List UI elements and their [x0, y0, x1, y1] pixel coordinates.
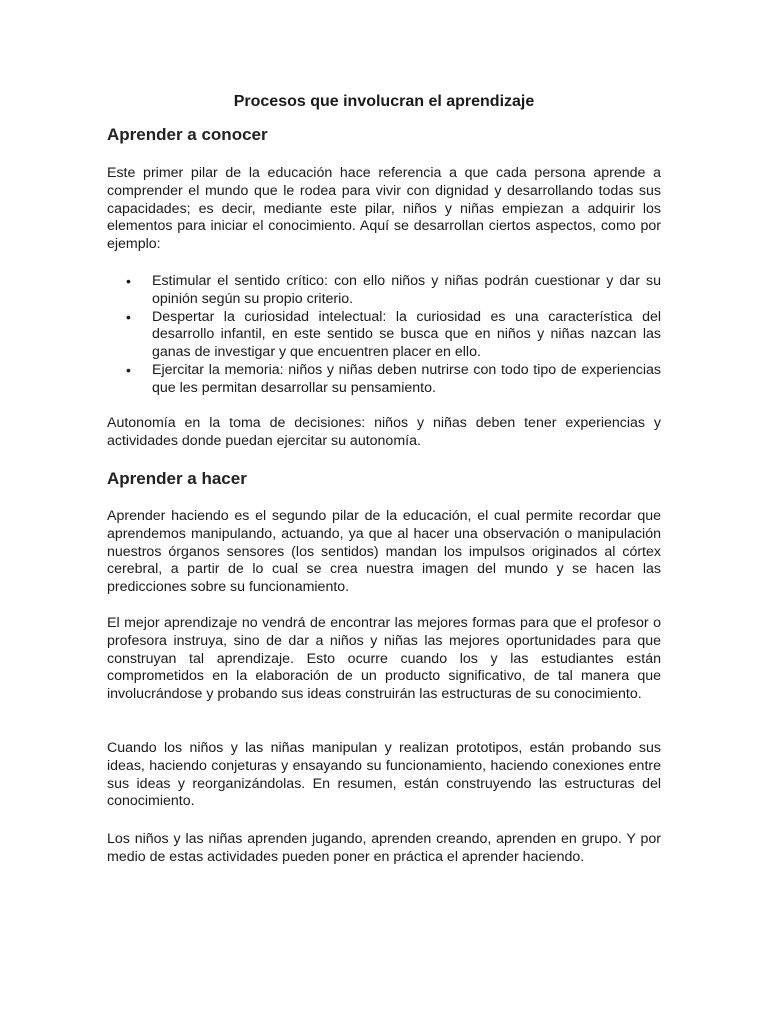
list-item-text: Estimular el sentido crítico: con ello niños y niñas podrán cuestionar y dar su opinión según su propio criterio.	[152, 273, 661, 307]
paragraph-prototipos: Cuando los niños y las niñas manipulan y realizan prototipos, están probando sus ideas, haciendo conjeturas y ensayando su funcionamiento, haciendo conexiones entre sus ideas y reorganizándolas. En resumen, están construyendo las estructuras del conocimiento.	[107, 740, 661, 810]
section-heading-aprender-a-conocer: Aprender a conocer	[107, 125, 268, 144]
bullet-list	[107, 273, 661, 398]
paragraph-mejor-aprendizaje: El mejor aprendizaje no vendrá de encontrar las mejores formas para que el profesor o profesora instruya, sino de dar a niños y niñas las mejores oportunidades para que construyan tal aprendizaje. Esto ocurre cuando los y las estudiantes están comprometidos en la elaboración de un producto significativo, de tal manera que involucrándose y probando sus ideas construirán las estructuras de su conocimiento.	[107, 615, 661, 703]
paragraph-jugando: Los niños y las niñas aprenden jugando, aprenden creando, aprenden en grupo. Y por medio de estas actividades pueden poner en práctica el aprender haciendo.	[107, 831, 661, 865]
list-item-text: Ejercitar la memoria: niños y niñas deben nutrirse con todo tipo de experiencias que les permitan desarrollar su pensamiento.	[152, 361, 661, 396]
paragraph-autonomia: Autonomía en la toma de decisiones: niños y niñas deben tener experiencias y actividades donde puedan ejercitar su autonomía.	[107, 415, 661, 449]
paragraph-intro: Este primer pilar de la educación hace referencia a que cada persona aprende a comprender el mundo que le rodea para vivir con dignidad y desarrollando todas sus capacidades; es decir, mediante este pilar, niños y niñas empiezan a adquirir los elementos para iniciar el conocimiento. Aquí se desarrollan ciertos aspectos, como por ejemplo:	[107, 165, 661, 253]
list-item-text: Despertar la curiosidad intelectual: la curiosidad es una característica del desarrollo infantil, en este sentido se busca que en niños y niñas nazcan las ganas de investigar y que encuentren placer en ello.	[152, 308, 661, 361]
list-item	[107, 362, 661, 398]
list-item	[107, 309, 661, 362]
bullet-icon: •	[126, 308, 131, 325]
section-heading-aprender-a-hacer: Aprender a hacer	[107, 469, 247, 488]
document-title: Procesos que involucran el aprendizaje	[233, 93, 535, 110]
bullet-icon: •	[126, 361, 131, 378]
list-item	[107, 273, 661, 309]
bullet-icon: •	[126, 273, 131, 289]
paragraph-segundo-pilar: Aprender haciendo es el segundo pilar de la educación, el cual permite recordar que aprendemos manipulando, actuando, ya que al hacer una observación o manipulación nuestros órganos sensores (los sentidos) mandan los impulsos originados al córtex cerebral, a partir de lo cual se crea nuestra imagen del mundo y se hacen las predicciones sobre su funcionamiento.	[107, 508, 661, 596]
